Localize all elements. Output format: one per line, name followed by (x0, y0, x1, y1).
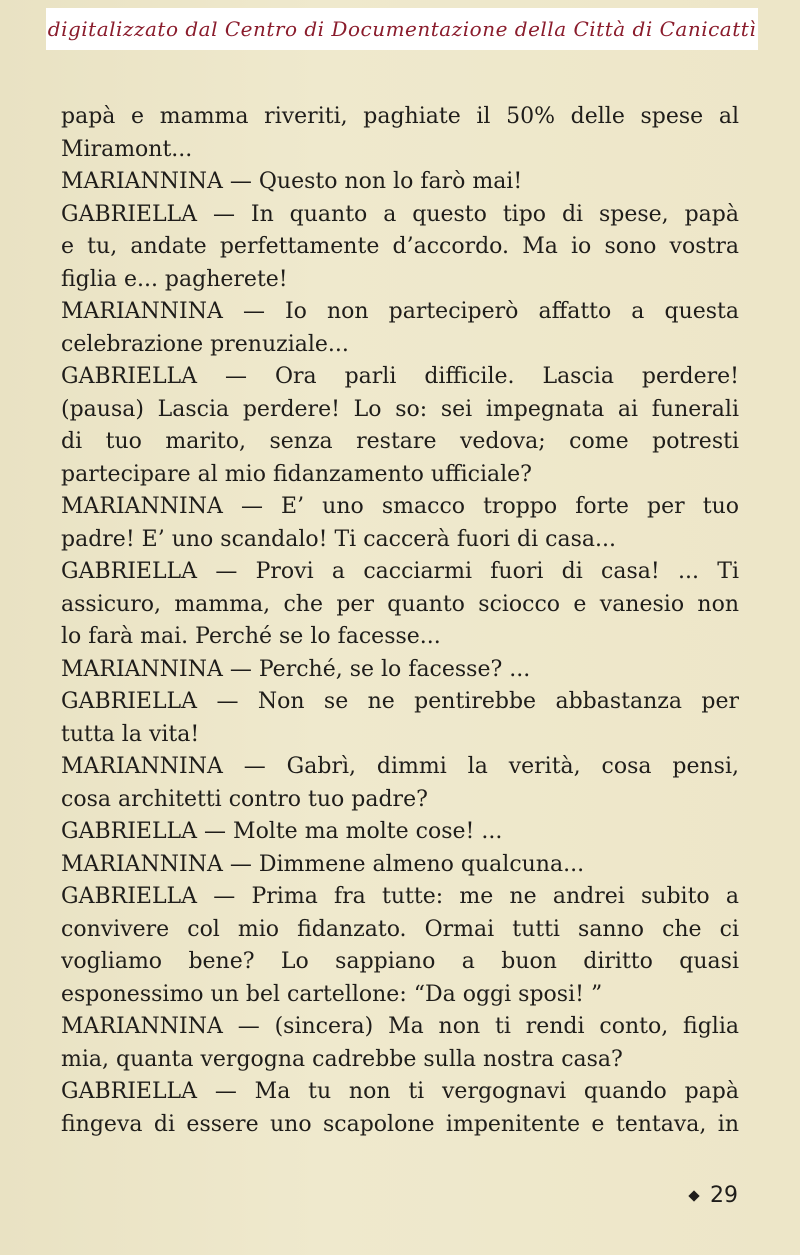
text-line: assicuro, mamma, che per quanto sciocco e vanesio non (61, 591, 739, 617)
text-line: figlia e... pagherete! (61, 266, 288, 292)
text-line: GABRIELLA — Prima fra tutte: me ne andrei subito a (61, 884, 739, 909)
text-line: di tuo marito, senza restare vedova; come potresti (61, 429, 739, 454)
text-line: MARIANNINA — Perché, se lo facesse? ... (61, 656, 531, 682)
text-line: MARIANNINA — Gabrì, dimmi la verità, cosa pensi, (61, 754, 739, 779)
page-number: 29 (710, 1183, 738, 1208)
text-line: celebrazione prenuziale... (61, 331, 349, 357)
text-line: (pausa) Lascia perdere! Lo so: sei impegnata ai funerali (61, 396, 739, 422)
text-line: GABRIELLA — Ma tu non ti vergognavi quando papà (61, 1079, 739, 1104)
text-line: GABRIELLA — Non se ne pentirebbe abbastanza per (61, 689, 739, 714)
text-line: GABRIELLA — In quanto a questo tipo di spese, papà (61, 201, 739, 227)
text-line: MARIANNINA — (sincera) Ma non ti rendi conto, figlia (61, 1014, 739, 1039)
text-line: MARIANNINA — Questo non lo farò mai! (61, 169, 523, 194)
text-line: MARIANNINA — Dimmene almeno qualcuna... (61, 851, 585, 877)
text-line: MARIANNINA — E’ uno smacco troppo forte per tuo (61, 494, 739, 519)
text-line: vogliamo bene? Lo sappiano a buon diritto quasi (61, 949, 739, 974)
text-line: padre! E’ uno scandalo! Ti caccerà fuori di casa... (61, 526, 616, 552)
text-line: lo farà mai. Perché se lo facesse... (61, 624, 441, 649)
text-line: mia, quanta vergogna cadrebbe sulla nostra casa? (61, 1046, 623, 1072)
text-line: fingeva di essere uno scapolone impenitente e tentava, in (61, 1111, 739, 1137)
text-line: GABRIELLA — Provi a cacciarmi fuori di casa! ... Ti (61, 559, 739, 584)
text-line: GABRIELLA — Molte ma molte cose! ... (61, 819, 503, 844)
text-line: e tu, andate perfettamente d’accordo. Ma io sono vostra (61, 234, 739, 259)
banner-text: digitalizzato dal Centro di Documentazione della Città di Canicattì (47, 17, 757, 41)
text-line: cosa architetti contro tuo padre? (61, 786, 428, 812)
page-body-text (61, 101, 739, 1141)
digitization-banner (46, 8, 758, 50)
text-line: MARIANNINA — Io non parteciperò affatto a questa (61, 299, 739, 324)
diamond-icon (688, 1190, 699, 1201)
text-line: tutta la vita! (61, 721, 200, 747)
text-line: esponessimo un bel cartellone: “Da oggi sposi! ” (61, 981, 603, 1007)
text-line: Miramont... (61, 136, 193, 162)
text-line: convivere col mio fidanzato. Ormai tutti sanno che ci (61, 916, 739, 942)
text-line: GABRIELLA — Ora parli difficile. Lascia perdere! (61, 364, 739, 389)
page-footer (690, 1183, 738, 1208)
text-line: partecipare al mio fidanzamento ufficiale? (61, 461, 532, 487)
text-line: papà e mamma riveriti, paghiate il 50% delle spese al (61, 104, 739, 129)
